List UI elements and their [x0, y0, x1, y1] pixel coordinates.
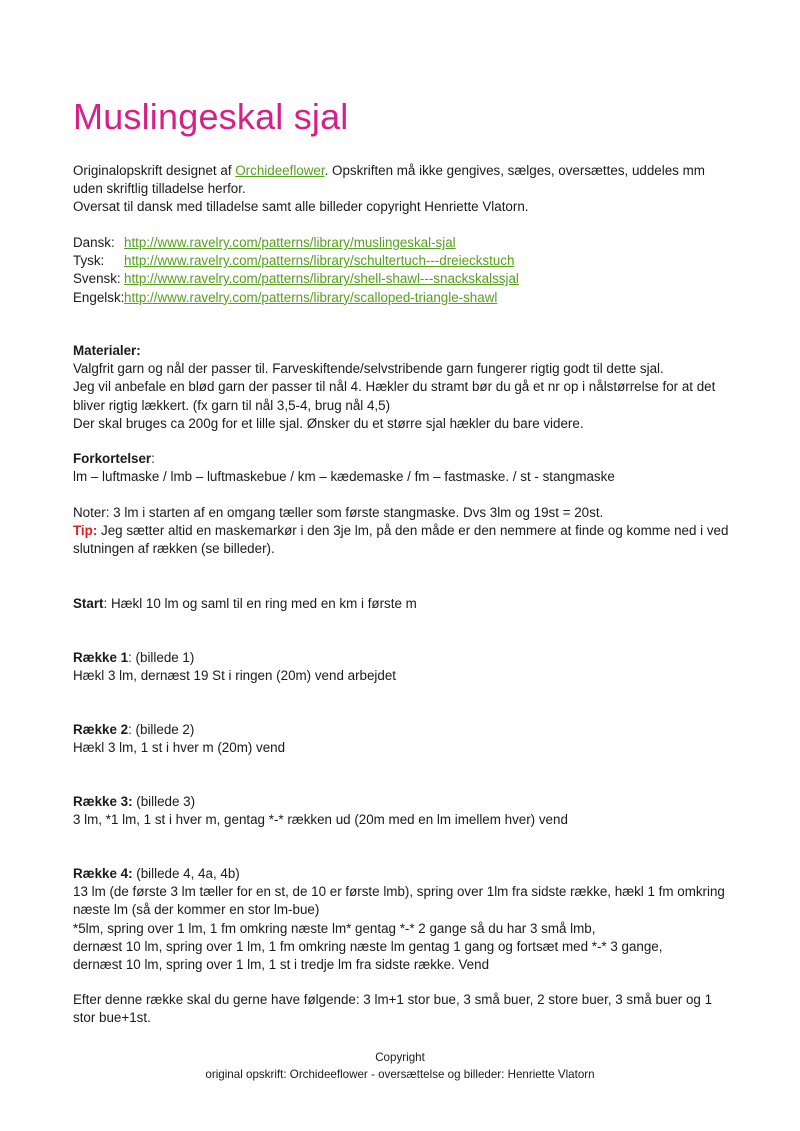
row-suffix: : (billede 2)	[128, 722, 195, 737]
notes-line: Noter: 3 lm i starten af en omgang tæller som første stangmaske. Dvs 3lm og 19st = 20st.	[73, 505, 604, 520]
row-instruction: dernæst 10 lm, spring over 1 lm, 1 fm omkring næste lm gentag 1 gang og fortsæt med *-* 3 gange,	[73, 938, 663, 954]
intro-text-post: . Opskriften må ikke gengives, sælges, oversættes, uddeles mm uden skriftlig tilladelse herfor.	[73, 163, 705, 197]
row-heading	[73, 721, 733, 739]
abbreviations-text: lm – luftmaske / lmb – luftmaskebue / km – kædemaske / fm – fastmaske. / st - stangmaske	[73, 469, 615, 485]
language-label: Dansk:	[73, 235, 115, 250]
abbreviations-heading: Forkortelser	[73, 451, 152, 466]
abbreviations-section	[73, 450, 733, 486]
pattern-link-engelsk[interactable]: http://www.ravelry.com/patterns/library/scalloped-triangle-shawl	[124, 289, 498, 305]
designer-link[interactable]: Orchideeflower	[235, 163, 325, 178]
after-row-summary: Efter denne række skal du gerne have følgende: 3 lm+1 stor bue, 3 små buer, 2 store buer, 3 små buer og 1 stor bue+1st.	[73, 992, 713, 1026]
pattern-link-tysk[interactable]: http://www.ravelry.com/patterns/library/schultertuch---dreieckstuch	[124, 253, 515, 269]
language-link-row	[73, 270, 733, 288]
row-instruction: 13 lm (de første 3 lm tæller for en st, de 10 er første lmb), spring over 1lm fra sidste række, hækl 1 fm omkring næste lm (så der kommer en stor lm-bue)	[73, 884, 725, 918]
row-4-section	[73, 865, 733, 974]
row-suffix: (billede 4, 4a, 4b)	[132, 866, 240, 881]
materials-section	[73, 342, 733, 433]
notes-section	[73, 504, 733, 559]
language-link-row	[73, 234, 733, 252]
page-footer	[0, 1050, 800, 1083]
abbreviations-heading-line	[73, 450, 733, 468]
tip-label: Tip:	[73, 523, 98, 539]
row-3-section	[73, 793, 733, 829]
document-title: Muslingeskal sjal	[73, 96, 349, 137]
start-section	[73, 595, 733, 613]
pattern-link-dansk[interactable]: http://www.ravelry.com/patterns/library/muslingeskal-sjal	[124, 235, 456, 250]
after-row-section	[73, 991, 733, 1027]
abbreviations-colon: :	[151, 451, 155, 466]
row-2-section	[73, 721, 733, 757]
materials-line: Der skal bruges ca 200g for et lille sjal. Ønsker du et større sjal hækler du bare videre.	[73, 415, 584, 431]
footer-credits: original opskrift: Orchideeflower - oversættelse og billeder: Henriette Vlatorn	[205, 1067, 595, 1081]
intro-translation-note: Oversat til dansk med tilladelse samt alle billeder copyright Henriette Vlatorn.	[73, 199, 529, 215]
row-heading	[73, 793, 733, 811]
row-instruction: 3 lm, *1 lm, 1 st i hver m, gentag *-* rækken ud (20m med en lm imellem hver) vend	[73, 812, 568, 828]
language-links	[73, 234, 733, 307]
row-suffix: (billede 3)	[132, 794, 196, 809]
row-heading	[73, 649, 733, 667]
intro-section	[73, 162, 733, 217]
row-instruction: dernæst 10 lm, spring over 1 lm, 1 st i tredje lm fra sidste række. Vend	[73, 957, 490, 973]
materials-line: Jeg vil anbefale en blød garn der passer til nål 4. Hækler du stramt bør du gå et nr op i nålstørrelse for at det bliver rigtig lækkert. (fx garn til nål 3,5-4, brug nål 4,5)	[73, 379, 716, 413]
language-link-row	[73, 252, 733, 270]
row-1-section	[73, 649, 733, 685]
start-label: Start	[73, 596, 104, 611]
materials-line: Valgfrit garn og nål der passer til. Farveskiftende/selvstribende garn fungerer rigtig godt til dette sjal.	[73, 361, 664, 377]
row-instruction: *5lm, spring over 1 lm, 1 fm omkring næste lm* gentag *-* 2 gange så du har 3 små lmb,	[73, 920, 596, 936]
start-text: : Hækl 10 lm og saml til en ring med en km i første m	[103, 596, 417, 611]
start-line	[73, 595, 733, 613]
intro-text-pre: Originalopskrift designet af	[73, 163, 236, 178]
row-label: Række 1	[73, 650, 129, 665]
row-suffix: : (billede 1)	[128, 650, 195, 665]
row-label: Række 4:	[73, 866, 133, 881]
row-heading	[73, 865, 733, 883]
tip-paragraph	[73, 522, 733, 558]
intro-paragraph	[73, 162, 733, 198]
row-label: Række 2	[73, 722, 129, 737]
tip-text: Jeg sætter altid en maskemarkør i den 3je lm, på den måde er den nemmere at finde og komme ned i ved slutningen af rækken (se billeder).	[73, 523, 729, 557]
materials-heading: Materialer:	[73, 343, 141, 358]
row-instruction: Hækl 3 lm, 1 st i hver m (20m) vend	[73, 740, 286, 756]
row-label: Række 3:	[73, 794, 133, 809]
row-instruction: Hækl 3 lm, dernæst 19 St i ringen (20m) vend arbejdet	[73, 668, 397, 684]
language-label: Tysk:	[73, 253, 105, 269]
language-label: Engelsk:	[73, 289, 125, 305]
footer-copyright: Copyright	[375, 1051, 425, 1064]
language-link-row	[73, 289, 733, 307]
language-label: Svensk:	[73, 271, 121, 287]
pattern-link-svensk[interactable]: http://www.ravelry.com/patterns/library/shell-shawl---snackskalssjal	[124, 271, 519, 287]
